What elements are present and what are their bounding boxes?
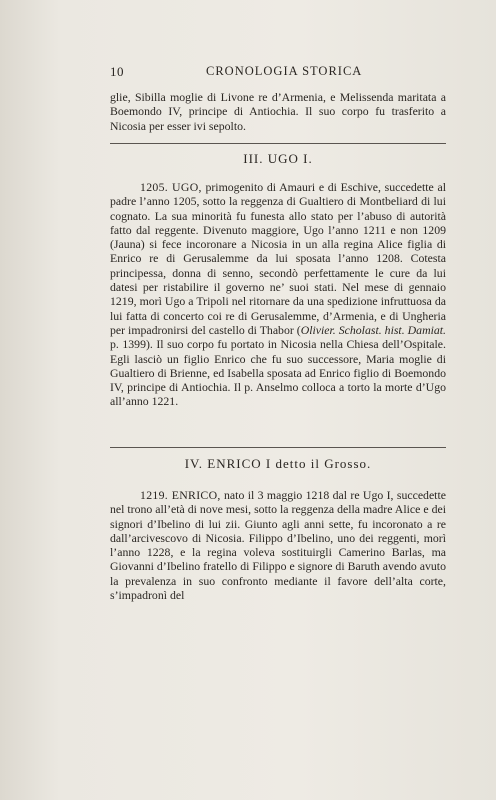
section-enrico-paragraph bbox=[110, 488, 446, 602]
citation-italic: Olivier. Scholast. hist. Damiat. bbox=[300, 322, 446, 337]
section-heading-ugo: III. UGO I. bbox=[243, 151, 313, 166]
paragraph-text: nato il 3 maggio 1218 dal re Ugo I, succedette nel trono all’età di nove mesi, sotto la reggenza della madre Alice e dei signori d’Ibelino di lui zii. Giunto agli anni sette, fu incoronato a re dall’arcivescovo di Nicosia. Filippo d’Ibelino, uno dei reggenti, morì l’anno 1228, e la regina voleva sostituirgli Camerino Barlas, ma Giovanni d’Ibelino fratello di Filippo e signore di Baruth avendo avuto la prevalenza in suo confronto mediante il favore dell’alta corte, s’impadronì del bbox=[110, 488, 446, 603]
section-ugo-body bbox=[110, 180, 446, 409]
entry-year-name: 1205. UGO, bbox=[140, 180, 202, 194]
divider bbox=[110, 447, 446, 448]
section-heading-enrico: IV. ENRICO I detto il Grosso. bbox=[184, 456, 372, 471]
divider bbox=[110, 143, 446, 144]
running-title: CRONOLOGIA STORICA bbox=[206, 64, 363, 78]
intro-text: glie, Sibilla moglie di Livone re d’Armenia, e Melissenda maritata a Boemondo IV, principe di Antiochia. Il suo corpo fu trasferito a Nicosia per esser ivi sepolto. bbox=[110, 90, 446, 133]
running-head bbox=[110, 64, 446, 80]
entry-year-name: 1219. ENRICO, bbox=[140, 488, 221, 502]
paragraph-text: primogenito di Amauri e di Eschive, succedette al padre l’anno 1205, sotto la reggenza di Gualtiero di Montbeliard di lui cognato. La sua minorità fu funesta allo stato per l’abuso di autorità fatto dal reggente. Divenuto maggiore, Ugo l’anno 1211 e non 1209 (Jauna) si fece incoronare a Nicosia in un alla regina Alice figlia di Enrico re di Gerusalemme da lui sposata l’anno 1208. Cotesta principessa, donna di senno, secondò perfettamente le cure da lui datesi per ristabilire il governo ne’ suoi stati. Nel mese di gennaio 1219, morì Ugo a Tripoli nel ritornare da una spedizione infruttuosa da lui fatta di concerto coi re di Gerusalemme, d’Armenia, e di Ungheria per impadronirsi del castello di Thabor ( bbox=[110, 180, 446, 337]
paragraph-text: p. 1399). Il suo corpo fu portato in Nicosia nella Chiesa dell’Ospitale. Egli lasciò un figlio Enrico che fu suo successore, Maria moglie di Gualtiero di Brienne, ed Isabella sposata ad Enrico figlio di Boemondo IV, principe di Antiochia. Il p. Anselmo colloca a torto la morte d’Ugo all’anno 1221. bbox=[110, 337, 446, 409]
intro-paragraph bbox=[110, 90, 446, 133]
section-enrico-body bbox=[110, 488, 446, 602]
page-number: 10 bbox=[110, 64, 124, 79]
section-ugo-paragraph bbox=[110, 180, 446, 409]
